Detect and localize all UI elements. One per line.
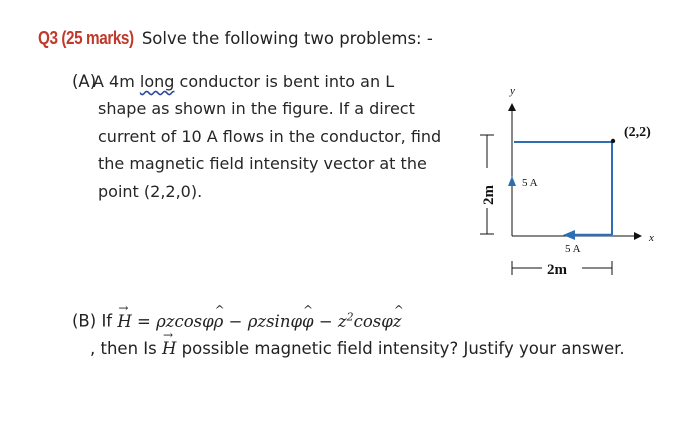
y-axis-label: y (510, 85, 515, 97)
z-unit-vector: ^ z (393, 312, 402, 331)
current-arrow-horizontal (563, 230, 575, 240)
current-arrow-vertical (508, 176, 516, 186)
eq-term-2: − ρzsinφ (223, 311, 303, 331)
current-label-horizontal: 5 A (565, 243, 581, 255)
eq-term-1: = ρzcosφ (131, 311, 214, 331)
part-b-equation (117, 312, 401, 331)
point-2-2-marker (611, 139, 615, 143)
eq-exponent: 2 (346, 310, 354, 323)
part-b-line-2 (90, 339, 625, 358)
h-vector-symbol: → H (117, 312, 131, 331)
part-a-line-1a: A 4m (93, 72, 135, 91)
part-a-line-5: point (2,2,0). (98, 182, 203, 201)
eq-term-3: − z (313, 311, 347, 331)
phi-unit-vector: ^ φ (302, 312, 314, 331)
part-a-line-1b: long (139, 72, 175, 91)
dim-vertical-label: 2m (481, 185, 497, 205)
question-intro: Solve the following two problems: - (141, 29, 433, 48)
part-a-line-3: current of 10 A flows in the conductor, find (98, 127, 442, 146)
part-a-line-1c: conductor is bent into an L (179, 72, 395, 91)
part-b-line-2a: , then Is (90, 339, 157, 358)
part-b-label: (B) If (72, 311, 113, 331)
vertical-dimension (479, 135, 497, 234)
part-a-label: (A) (72, 72, 97, 91)
part-b-line-1 (72, 310, 402, 331)
horizontal-dimension (512, 261, 612, 278)
part-a-line-2: shape as shown in the figure. If a direct (98, 99, 415, 118)
rho-unit-vector: ^ ρ (214, 312, 224, 331)
eq-term-4: cosφ (353, 311, 393, 331)
x-axis-label: x (649, 232, 654, 244)
h-vector-symbol-2: → H (162, 339, 176, 358)
part-b-line-2b: possible magnetic field intensity? Justify your answer. (181, 339, 625, 358)
dim-horizontal-label: 2m (547, 262, 567, 278)
part-a-line-4: the magnetic field intensity vector at the (98, 154, 427, 173)
point-label: (2,2) (624, 125, 651, 140)
current-label-vertical: 5 A (522, 177, 538, 189)
question-number-marks: Q3 (25 marks) (38, 28, 134, 48)
